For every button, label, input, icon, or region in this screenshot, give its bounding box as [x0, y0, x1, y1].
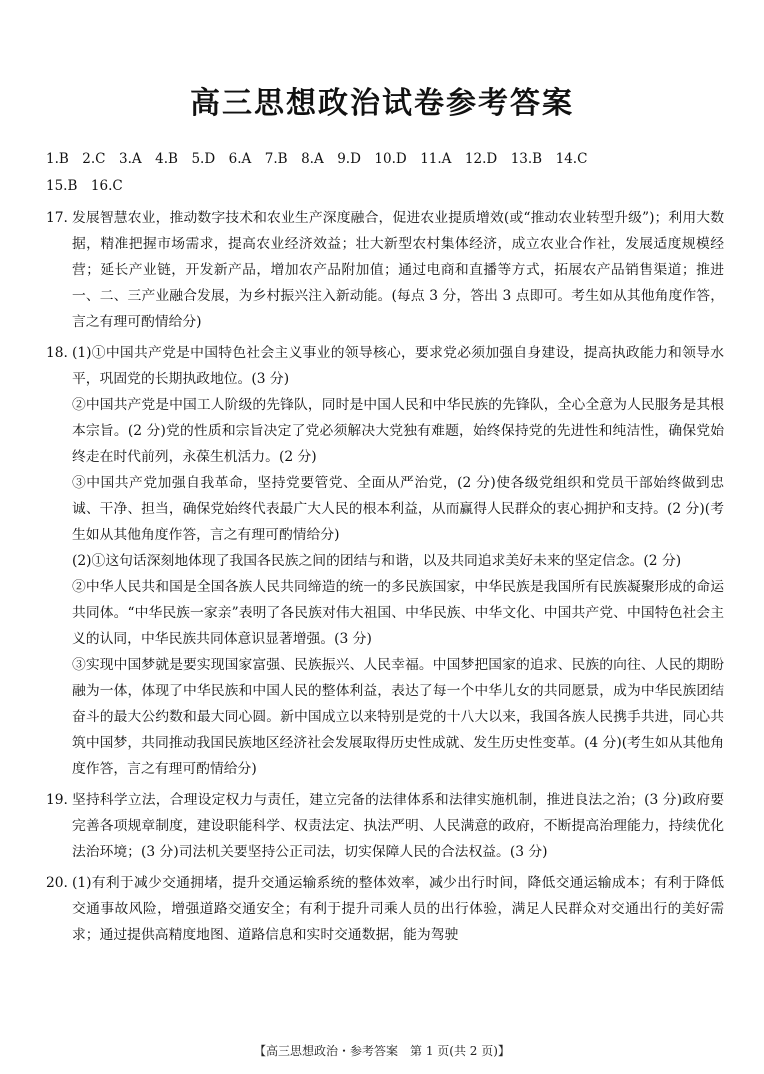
question-number: 20. [46, 875, 68, 891]
answer-text: 发展智慧农业，推动数字技术和农业生产深度融合，促进农业提质增效(或“推动农业转型升级”)；利用大数据，精准把握市场需求，提高农业经济效益；壮大新型农村集体经济，成立农业合作社，发展适度规模经营；延长产业链，开发新产品，增加农产品附加值；通过电商和直播等方式，拓展农产品销售渠道；推进一、二、三产业融合发展，为乡村振兴注入新动能。(每点 3 分，答出 3 点即可。考生如从其他角度作答，言之有理可酌情给分) [72, 210, 724, 330]
question-number: 19. [46, 792, 68, 808]
answer-paragraph: ②中国共产党是中国工人阶级的先锋队，同时是中国人民和中华民族的先锋队，全心全意为人民服务是其根本宗旨。(2 分)党的性质和宗旨决定了党必须解决大党独有难题，始终保持党的先进性和纯洁性，确保党始终走在时代前列，永葆生机活力。(2 分) [72, 397, 724, 465]
answer-paragraph: ②中华人民共和国是全国各族人民共同缔造的统一的多民族国家，中华民族是我国所有民族凝聚形成的命运共同体。“中华民族一家亲”表明了各民族对伟大祖国、中华民族、中华文化、中国共产党、中国特色社会主义的认同，中华民族共同体意识显著增强。(3 分) [72, 579, 724, 647]
answer-content [46, 146, 724, 948]
mc-line-1: 1.B 2.C 3.A 4.B 5.D 6.A 7.B 8.A 9.D 10.D 11.A 12.D 13.B 14.C [46, 151, 588, 167]
page-footer: 【高三思想政治・参考答案 第 1 页(共 2 页)】 [254, 1044, 510, 1058]
answer-paragraph: ③实现中国梦就是要实现国家富强、民族振兴、人民幸福。中国梦把国家的追求、民族的向往、人民的期盼融为一体，体现了中华民族和中国人民的整体利益，表达了每一个中华儿女的共同愿景，成为中华民族团结奋斗的最大公约数和最大同心圆。新中国成立以来特别是党的十八大以来，我国各族人民携手共进，同心共筑中国梦，共同推动我国民族地区经济社会发展取得历史性成就、发生历史性变革。(4 分)(考生如从其他角度作答，言之有理可酌情给分) [72, 657, 724, 777]
answer-text: 坚持科学立法，合理设定权力与责任，建立完备的法律体系和法律实施机制，推进良法之治；(3 分)政府要完善各项规章制度，建设职能科学、权责法定、执法严明、人民满意的政府，不断提高治理能力，持续优化法治环境；(3 分)司法机关要坚持公正司法，切实保障人民的合法权益。(3 分) [72, 792, 724, 860]
page-title: 高三思想政治试卷参考答案 [190, 86, 574, 121]
question-number: 18. [46, 345, 68, 361]
question-18 [46, 340, 724, 782]
question-19 [46, 787, 724, 865]
answer-paragraph: (1)①中国共产党是中国特色社会主义事业的领导核心，要求党必须加强自身建设，提高执政能力和领导水平，巩固党的长期执政地位。(3 分) [72, 345, 724, 387]
answer-paragraph: ③中国共产党加强自我革命，坚持党要管党、全面从严治党，(2 分)使各级党组织和党员干部始终做到忠诚、干净、担当，确保党始终代表最广大人民的根本利益，从而赢得人民群众的衷心拥护和支持。(2 分)(考生如从其他角度作答，言之有理可酌情给分) [72, 475, 724, 543]
question-number: 17. [46, 210, 68, 226]
answer-paragraph: (2)①这句话深刻地体现了我国各民族之间的团结与和谐，以及共同追求美好未来的坚定信念。(2 分) [72, 553, 682, 569]
multiple-choice-answers [46, 146, 724, 200]
answer-text: (1)有利于减少交通拥堵，提升交通运输系统的整体效率，减少出行时间，降低交通运输成本；有利于降低交通事故风险，增强道路交通安全；有利于提升司乘人员的出行体验，满足人民群众对交通出行的美好需求；通过提供高精度地图、道路信息和实时交通数据，能为驾驶 [72, 875, 724, 943]
question-17 [46, 205, 724, 335]
mc-line-2: 15.B 16.C [46, 178, 123, 194]
question-20 [46, 870, 724, 948]
